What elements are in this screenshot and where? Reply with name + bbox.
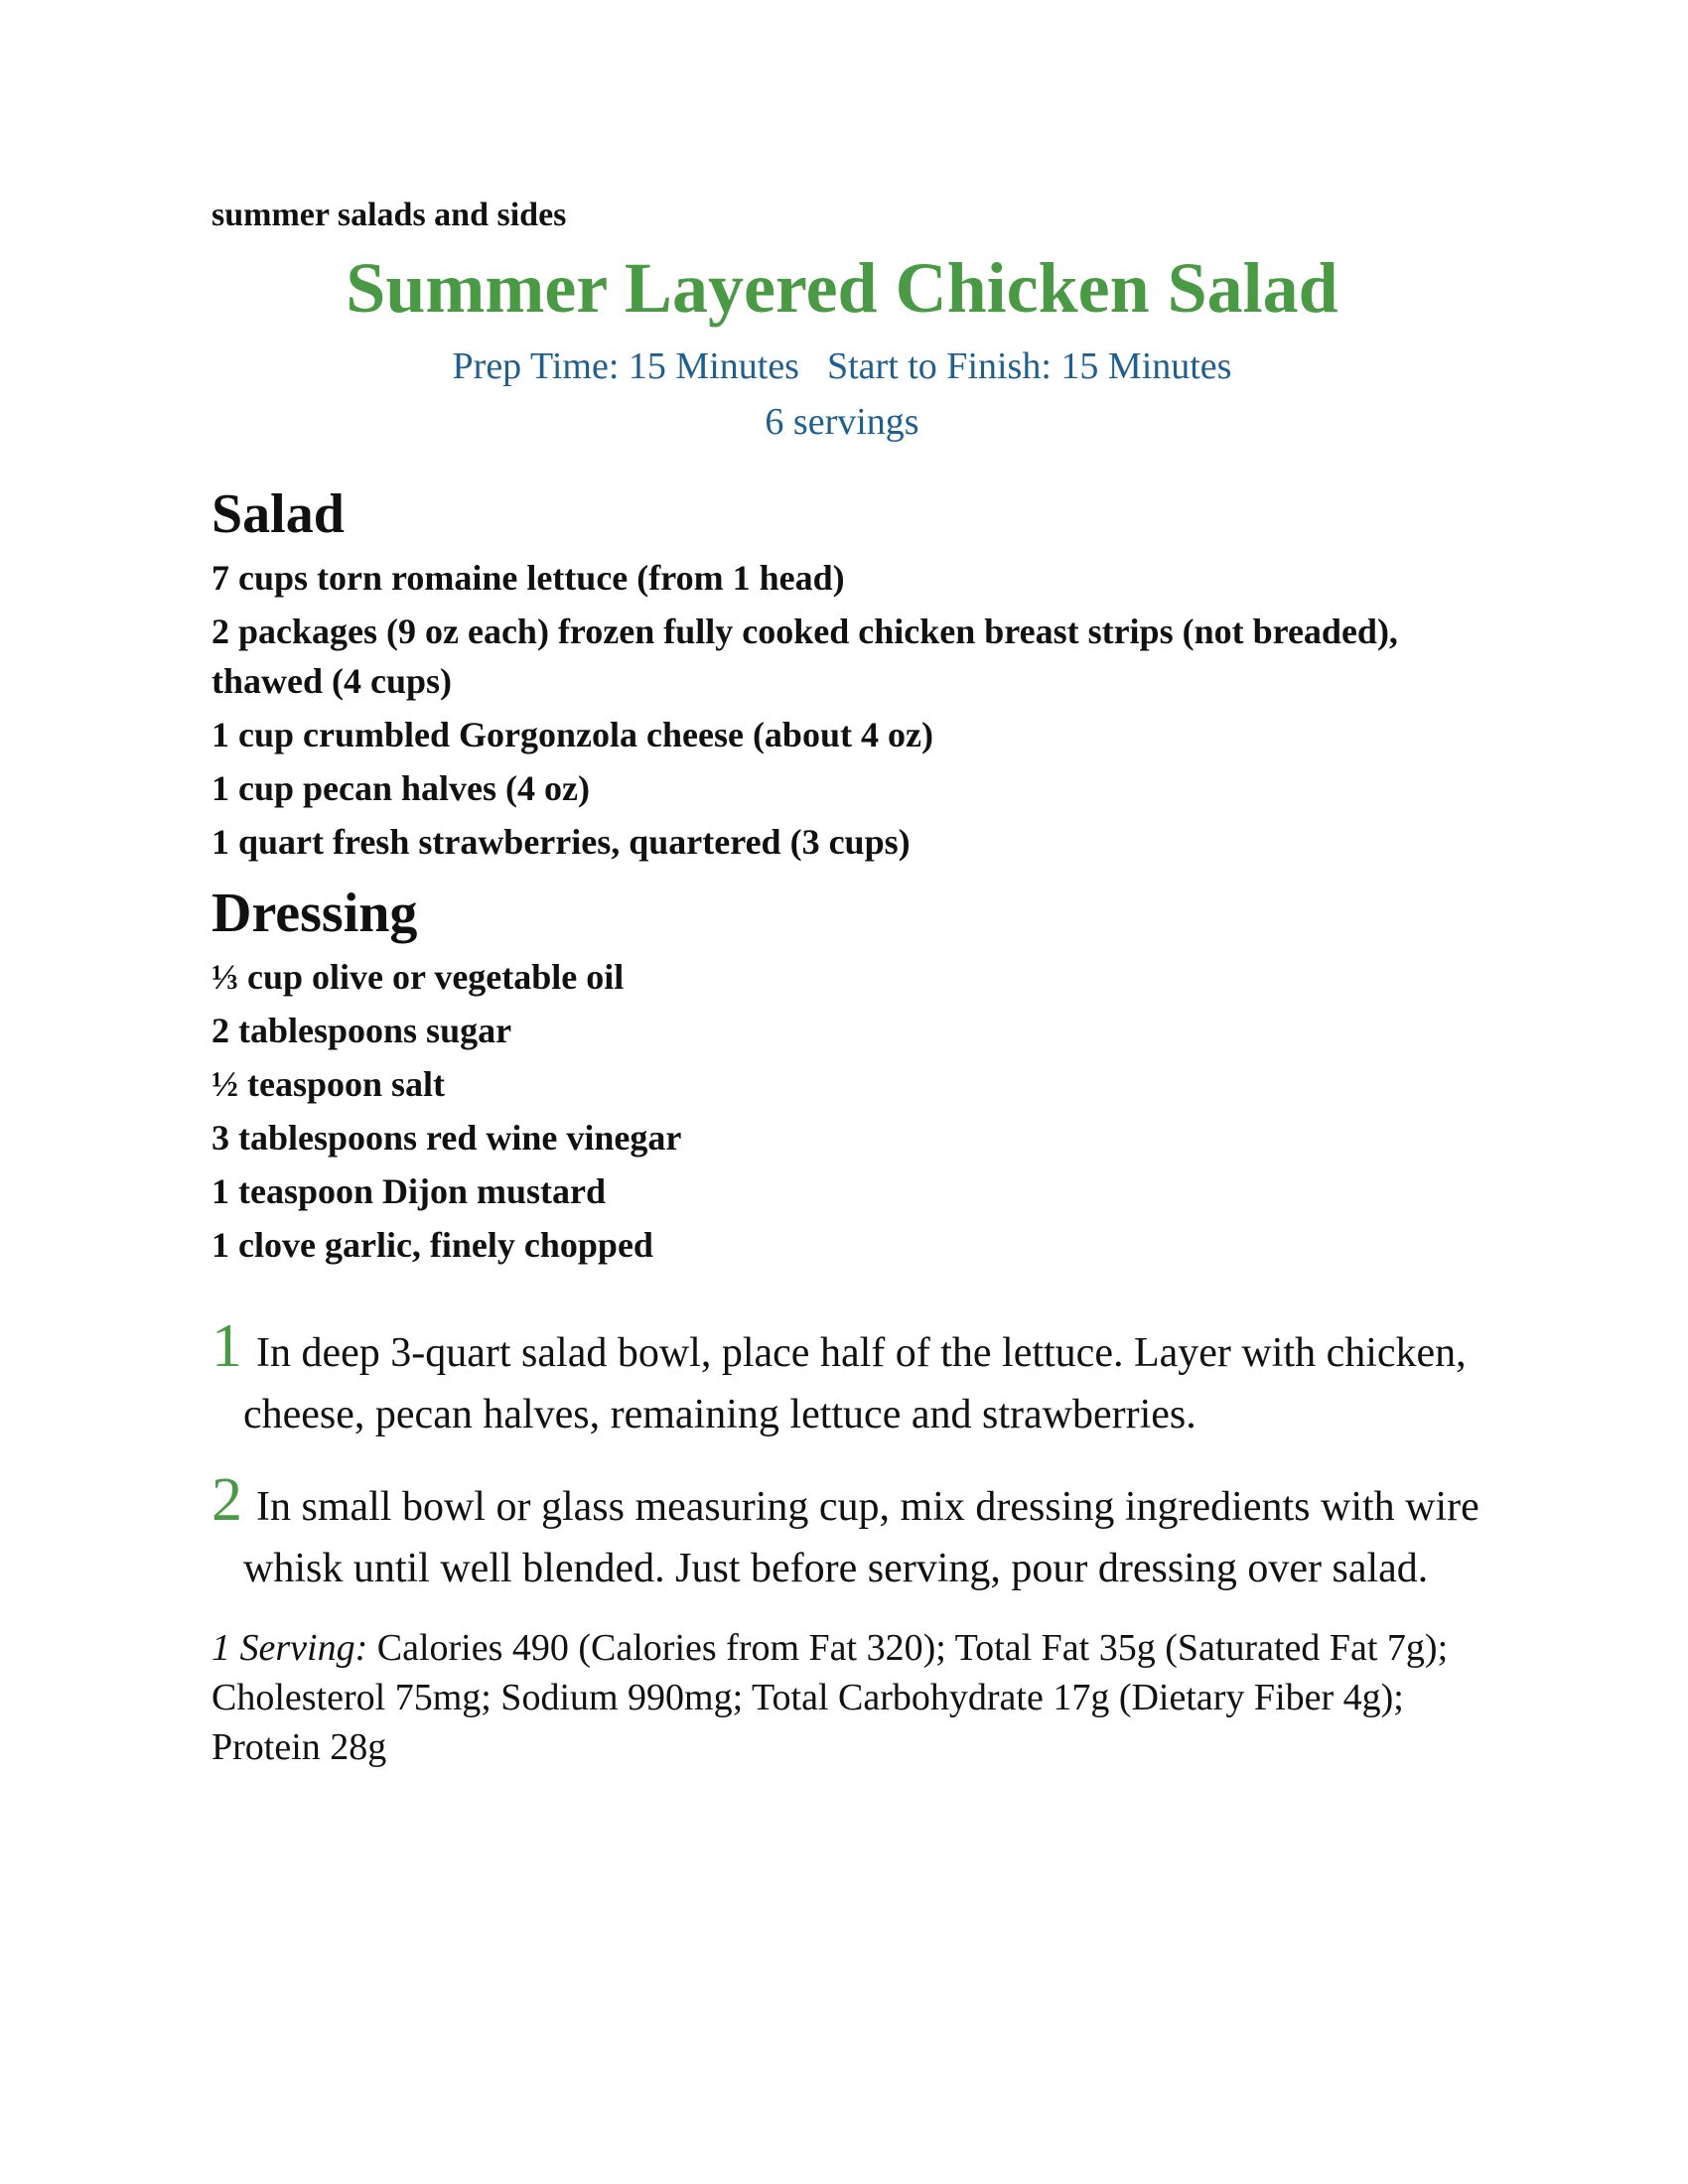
- ingredient-item: 3 tablespoons red wine vinegar: [211, 1118, 682, 1158]
- direction-step: [211, 1312, 1502, 1445]
- step-number: 2: [211, 1466, 242, 1534]
- nutrition-label: 1 Serving:: [211, 1627, 368, 1669]
- ingredient-item: 2 tablespoons sugar: [211, 1011, 512, 1050]
- direction-step: [211, 1466, 1502, 1599]
- ingredient-item: 1 cup pecan halves (4 oz): [211, 768, 590, 808]
- dressing-heading: Dressing: [211, 883, 418, 944]
- recipe-category: summer salads and sides: [211, 197, 567, 233]
- ingredient-item: 1 cup crumbled Gorgonzola cheese (about 4 oz): [211, 715, 933, 754]
- directions-list: [211, 1312, 1502, 1599]
- recipe-page: [211, 194, 1502, 1810]
- recipe-meta: [211, 339, 1473, 450]
- ingredient-item: ⅓ cup olive or vegetable oil: [211, 957, 625, 997]
- start-to-finish: Start to Finish: 15 Minutes: [826, 345, 1232, 387]
- recipe-title: Summer Layered Chicken Salad: [346, 248, 1338, 328]
- salad-ingredient-list: [211, 553, 1502, 867]
- ingredient-item: 7 cups torn romaine lettuce (from 1 head): [211, 558, 845, 598]
- ingredient-item: 2 packages (9 oz each) frozen fully cooked chicken breast strips (not breaded), thawed (4 cups): [211, 612, 1398, 701]
- step-number: 1: [211, 1312, 242, 1380]
- ingredient-item: 1 clove garlic, finely chopped: [211, 1225, 653, 1265]
- ingredient-item: 1 teaspoon Dijon mustard: [211, 1171, 607, 1211]
- nutrition-text: Calories 490 (Calories from Fat 320); Total Fat 35g (Saturated Fat 7g); Cholesterol 75mg; Sodium 990mg; Total Carbohydrate 17g (Dietary Fiber 4g); Protein 28g: [211, 1627, 1449, 1768]
- step-text: In small bowl or glass measuring cup, mix dressing ingredients with wire whisk until well blended. Just before serving, pour dressing over salad.: [243, 1484, 1479, 1591]
- nutrition-info: [211, 1623, 1482, 1772]
- salad-heading: Salad: [211, 483, 345, 545]
- ingredient-item: ½ teaspoon salt: [211, 1064, 446, 1104]
- dressing-ingredient-list: [211, 952, 1502, 1270]
- ingredient-item: 1 quart fresh strawberries, quartered (3 cups): [211, 822, 911, 862]
- recipe-times: [211, 339, 1473, 394]
- step-text: In deep 3-quart salad bowl, place half of the lettuce. Layer with chicken, cheese, pecan halves, remaining lettuce and strawberries.: [243, 1330, 1467, 1437]
- prep-time: Prep Time: 15 Minutes: [452, 345, 799, 387]
- servings: 6 servings: [765, 401, 919, 443]
